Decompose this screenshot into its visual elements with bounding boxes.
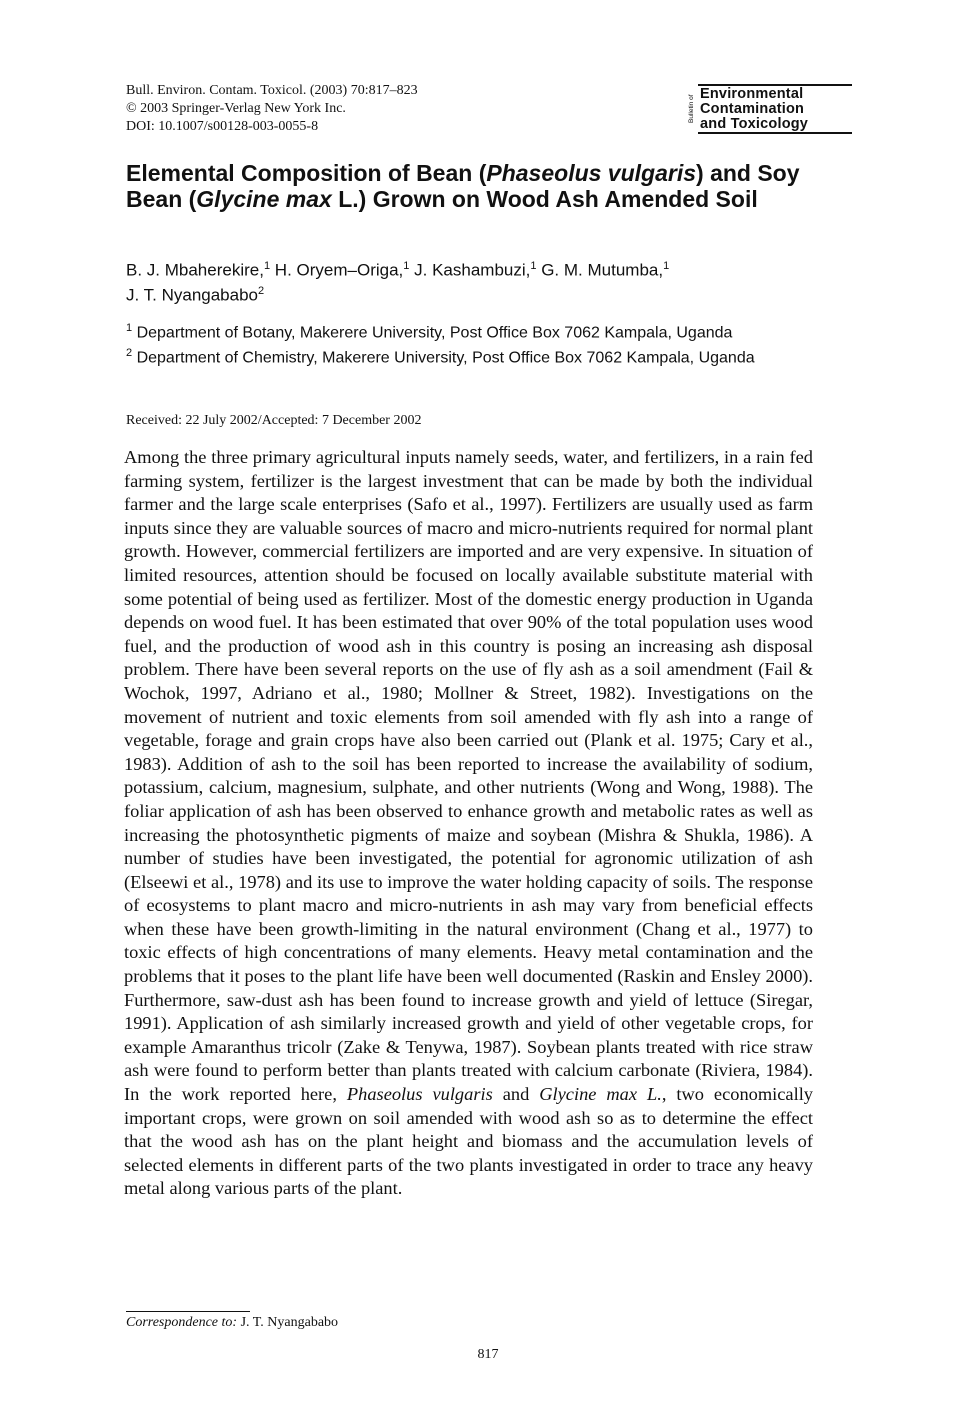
page-number: 817 <box>477 1347 499 1362</box>
citation-journal-line: Bull. Environ. Contam. Toxicol. (2003) 70:817–823 <box>126 83 418 98</box>
author-affiliation-mark: 2 <box>258 284 265 297</box>
author-affiliation-mark: 1 <box>663 260 670 272</box>
title-species-italic: Phaseolus vulgaris <box>486 160 697 186</box>
citation-block <box>126 82 556 136</box>
affiliation-mark: 1 <box>126 322 133 334</box>
received-accepted-dates: Received: 22 July 2002/Accepted: 7 December 2002 <box>126 413 422 428</box>
author-list <box>126 256 826 305</box>
affiliation-item <box>126 318 826 343</box>
correspondence-name: J. T. Nyangababo <box>237 1315 339 1330</box>
journal-logo-line: and Toxicology <box>700 116 809 132</box>
affiliation-text: Department of Botany, Makerere University, Post Office Box 7062 Kampala, Uganda <box>132 324 733 342</box>
author-affiliation-mark: 1 <box>403 260 410 272</box>
paper-title <box>126 160 846 212</box>
footnote-divider <box>126 1311 250 1312</box>
citation-copyright-line: © 2003 Springer-Verlag New York Inc. <box>126 101 346 116</box>
affiliation-list <box>126 318 826 369</box>
correspondence-label: Correspondence to: <box>126 1315 238 1330</box>
journal-logo-wordmark <box>698 84 852 134</box>
body-species-italic: Phaseolus vulgaris <box>346 1084 493 1105</box>
author-name: B. J. Mbaherekire, <box>126 260 264 280</box>
body-text: and <box>492 1084 540 1105</box>
title-text: ) and Soy Bean ( <box>126 160 800 212</box>
body-species-italic: Glycine max L. <box>539 1084 662 1105</box>
affiliation-text: Department of Chemistry, Makerere University, Post Office Box 7062 Kampala, Uganda <box>132 349 755 367</box>
body-text: , two economically important crops, were grown on soil amended with wood ash so as to determine the effect that the wood ash has on the plant height and biomass and the accumulation levels of selected elements in different parts of the two plants investigated in order to trace any heavy metal along various parts of the plant. <box>124 1084 814 1199</box>
body-paragraph <box>124 446 813 1201</box>
author-affiliation-mark: 1 <box>530 260 537 272</box>
body-text: Among the three primary agricultural inputs namely seeds, water, and fertilizers, in a rain fed farming system, fertilizer is the largest investment that can be made by both the individual farmer and the large scale enterprises (Safo et al., 1997). Fertilizers are usually used as farm inputs since they are valuable sources of macro and micro-nutrients required for normal plant growth. However, commercial fertilizers are imported and are very expensive. In situation of limited resources, attention should be focused on locally available substitute material with some potential of being used as fertilizer. Most of the domestic energy production in Uganda depends on wood fuel. It has been estimated that over 90% of the total population uses wood fuel, and the production of wood ash in this country is posing an increasing ash disposal problem. There have been several reports on the use of fly ash as a soil amendment (Fail & Wochok, 1997, Adriano et al., 1980; Mollner & Street, 1982). Investigations on the movement of nutrient and toxic elements from soil amended with fly ash into a range of vegetable, forage and grain crops have also been carried out (Plank et al. 1975; Cary et al., 1983). Addition of ash to the soil has been reported to increase the availability of sodium, potassium, calcium, magnesium, sulphate, and other nutrients (Wong and Wong, 1988). The foliar application of ash has been observed to enhance growth and metabolic rates as well as increasing the photosynthetic pigments of maize and soybean (Mishra & Shukla, 1986). A number of studies have been investigated, the potential for agronomic utilization of ash (Elseewi et al., 1978) and its use to improve the water holding capacity of soils. The response of ecosystems to plant macro and micro-nutrients in ash may vary from beneficial effects when these have been growth-limiting in the natural environment (Chang et al., 1977) to toxic effects of high concentrations of many elements. Heavy metal contamination and the problems that it poses to the plant life have been well documented (Raskin and Ensley 2000). Furthermore, saw-dust ash has been found to increase growth and yield of lettuce (Siregar, 1991). Application of ash similarly increased growth and yield of other vegetable crops, for example Amaranthus tricolr (Zake & Tenywa, 1987). Soybean plants treated with rice straw ash were found to perform better than plants treated with calcium carbonate (Riviera, 1984). In the work reported here, <box>124 447 813 1105</box>
journal-logo-bulletin: Bulletin of <box>688 94 695 124</box>
affiliation-mark: 2 <box>126 347 133 360</box>
author-name: J. T. Nyangababo <box>126 285 258 305</box>
title-species-italic: Glycine max <box>196 186 332 212</box>
author-name: H. Oryem–Origa, <box>270 260 404 280</box>
author-affiliation-mark: 1 <box>263 260 271 272</box>
affiliation-item <box>126 343 826 368</box>
title-text: L.) Grown on Wood Ash Amended Soil <box>331 186 758 212</box>
author-name: J. Kashambuzi, <box>409 260 531 280</box>
citation-doi-line: DOI: 10.1007/s00128-003-0055-8 <box>126 119 319 134</box>
journal-logo <box>686 84 852 134</box>
correspondence-footnote <box>126 1314 626 1332</box>
author-name: G. M. Mutumba, <box>536 260 664 280</box>
journal-logo-line: Contamination <box>700 101 805 117</box>
title-text: Elemental Composition of Bean ( <box>126 160 487 186</box>
journal-logo-line: Environmental <box>700 86 804 102</box>
